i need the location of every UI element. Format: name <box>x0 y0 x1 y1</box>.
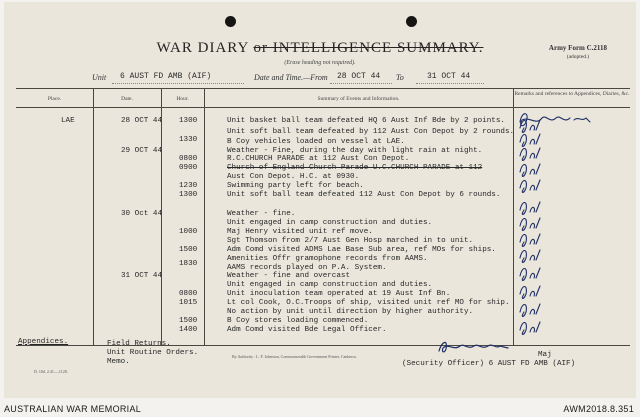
entry-text: AAMS records played on P.A. System. <box>227 264 387 272</box>
column-header-hour: Hour. <box>176 96 189 102</box>
caption-accession-number: AWM2018.8.351 <box>563 404 634 414</box>
unit-value: 6 AUST FD AMB (AIF) <box>120 72 212 81</box>
entry-text: Unit inoculation team operated at 19 Aust Inf Bn. <box>227 290 451 298</box>
caption-institution: AUSTRALIAN WAR MEMORIAL <box>4 404 142 414</box>
column-divider <box>513 88 514 345</box>
date-from: 28 OCT 44 <box>337 72 381 81</box>
date-cell: 28 OCT 44 <box>121 117 163 125</box>
column-divider <box>204 88 205 345</box>
appendix-item: Memo. <box>107 358 130 366</box>
entry-text: R.C.CHURCH PARADE at 112 Aust Con Depot. <box>227 155 410 163</box>
entry-text: Maj Henry visited unit ref move. <box>227 228 373 236</box>
entry-text: Weather - Fine, during the day with light rain at night. <box>227 147 483 155</box>
war-diary-page <box>4 2 636 398</box>
army-form-label <box>532 44 624 62</box>
officer-signature <box>436 337 518 357</box>
signature-officer: (Security Officer) 6 AUST FD AMB (AIF) <box>402 360 576 368</box>
hour-cell: 1300 <box>179 117 198 125</box>
hour-cell: 1330 <box>179 136 198 144</box>
appendix-item: Unit Routine Orders. <box>107 349 199 357</box>
signature-rank: Maj <box>538 351 552 359</box>
entry-text: Aust Con Depot. H.C. at 0930. <box>227 173 360 181</box>
hour-cell: 1830 <box>179 260 198 268</box>
entry-text: No action by unit until direction by higher authority. <box>227 308 474 316</box>
entry-text: Adm Comd visited ADMS Lae Base Sub area, ref MOs for ships. <box>227 246 496 254</box>
entry-text: Unit soft ball team defeated 112 Aust Con Depot by 6 rounds. <box>227 191 501 199</box>
printer-authority: By Authority : L. F. Johnston, Commonwealth Government Printer, Canberra. <box>232 354 357 359</box>
appendices-label: Appendices. <box>18 338 69 346</box>
army-form-note: (adopted.) <box>566 54 590 60</box>
date-to: 31 OCT 44 <box>427 72 471 81</box>
entry-text: Adm Comd visited Bde Legal Officer. <box>227 326 387 334</box>
date-label: Date and Time.—From <box>254 73 328 82</box>
hour-cell: 1500 <box>179 317 198 325</box>
hour-cell: 1000 <box>179 228 198 236</box>
punch-hole <box>225 16 236 27</box>
erase-note: (Erase heading not required). <box>284 60 356 66</box>
date-cell: 29 OCT 44 <box>121 147 163 155</box>
appendix-item: Field Returns. <box>107 340 171 348</box>
hour-cell: 1500 <box>179 246 198 254</box>
army-form-number: Army Form C.2118 <box>548 44 608 52</box>
title-struck: or INTELLIGENCE SUMMARY. <box>253 40 484 56</box>
column-divider <box>93 88 94 345</box>
entry-text: B Coy vehicles loaded on vessel at LAE. <box>227 138 405 146</box>
entry-text: Unit engaged in camp construction and duties. <box>227 219 433 227</box>
handwritten-initials-column <box>516 108 626 344</box>
unit-label: Unit <box>92 73 107 82</box>
title-main: WAR DIARY <box>156 40 249 56</box>
hour-cell: 1015 <box>179 299 198 307</box>
hour-cell: 1230 <box>179 182 198 190</box>
date-cell: 31 OCT 44 <box>121 272 163 280</box>
entry-text: Lt col Cook, O.C.Troops of ship, visited unit ref MO for ship. <box>227 299 510 307</box>
column-header-place: Place. <box>47 96 62 102</box>
table-top-rule <box>16 88 630 89</box>
hour-cell: 0800 <box>179 155 198 163</box>
hour-cell: 1400 <box>179 326 198 334</box>
form-code: D. 18d. 2.41.—1128. <box>34 369 68 374</box>
entry-text: Unit soft ball team defeated by 112 Aust Con Depot by 2 rounds. <box>227 128 515 136</box>
column-header-date: Date. <box>121 96 133 102</box>
entry-text: Sgt Thomson from 2/7 Aust Gen Hosp marched in to unit. <box>227 237 474 245</box>
entry-text: Weather - fine and overcast <box>227 272 351 280</box>
entry-text: Unit basket ball team defeated HQ 6 Aust Inf Bde by 2 points. <box>227 117 505 125</box>
entry-text: Amenities Offr gramophone records from AAMS. <box>227 255 428 263</box>
to-label: To <box>396 73 404 82</box>
entry-text: Swimming party left for beach. <box>227 182 364 190</box>
place-cell: LAE <box>61 117 75 125</box>
punch-hole <box>406 16 417 27</box>
entry-text: B Coy stores loading commenced. <box>227 317 369 325</box>
entry-text: Church of England Church Parade U.C.CHURCH PARADE at 112 <box>227 164 483 172</box>
entry-text: Weather - fine. <box>227 210 296 218</box>
column-header-remarks: Remarks and references to Appendices, Diaries, &c. <box>514 91 630 97</box>
entry-text: Unit engaged in camp construction and duties. <box>227 281 433 289</box>
hour-cell: 0900 <box>179 164 198 172</box>
column-header-summary: Summary of Events and Information. <box>317 96 400 102</box>
date-cell: 30 Oct 44 <box>121 210 163 218</box>
hour-cell: 0800 <box>179 290 198 298</box>
hour-cell: 1300 <box>179 191 198 199</box>
